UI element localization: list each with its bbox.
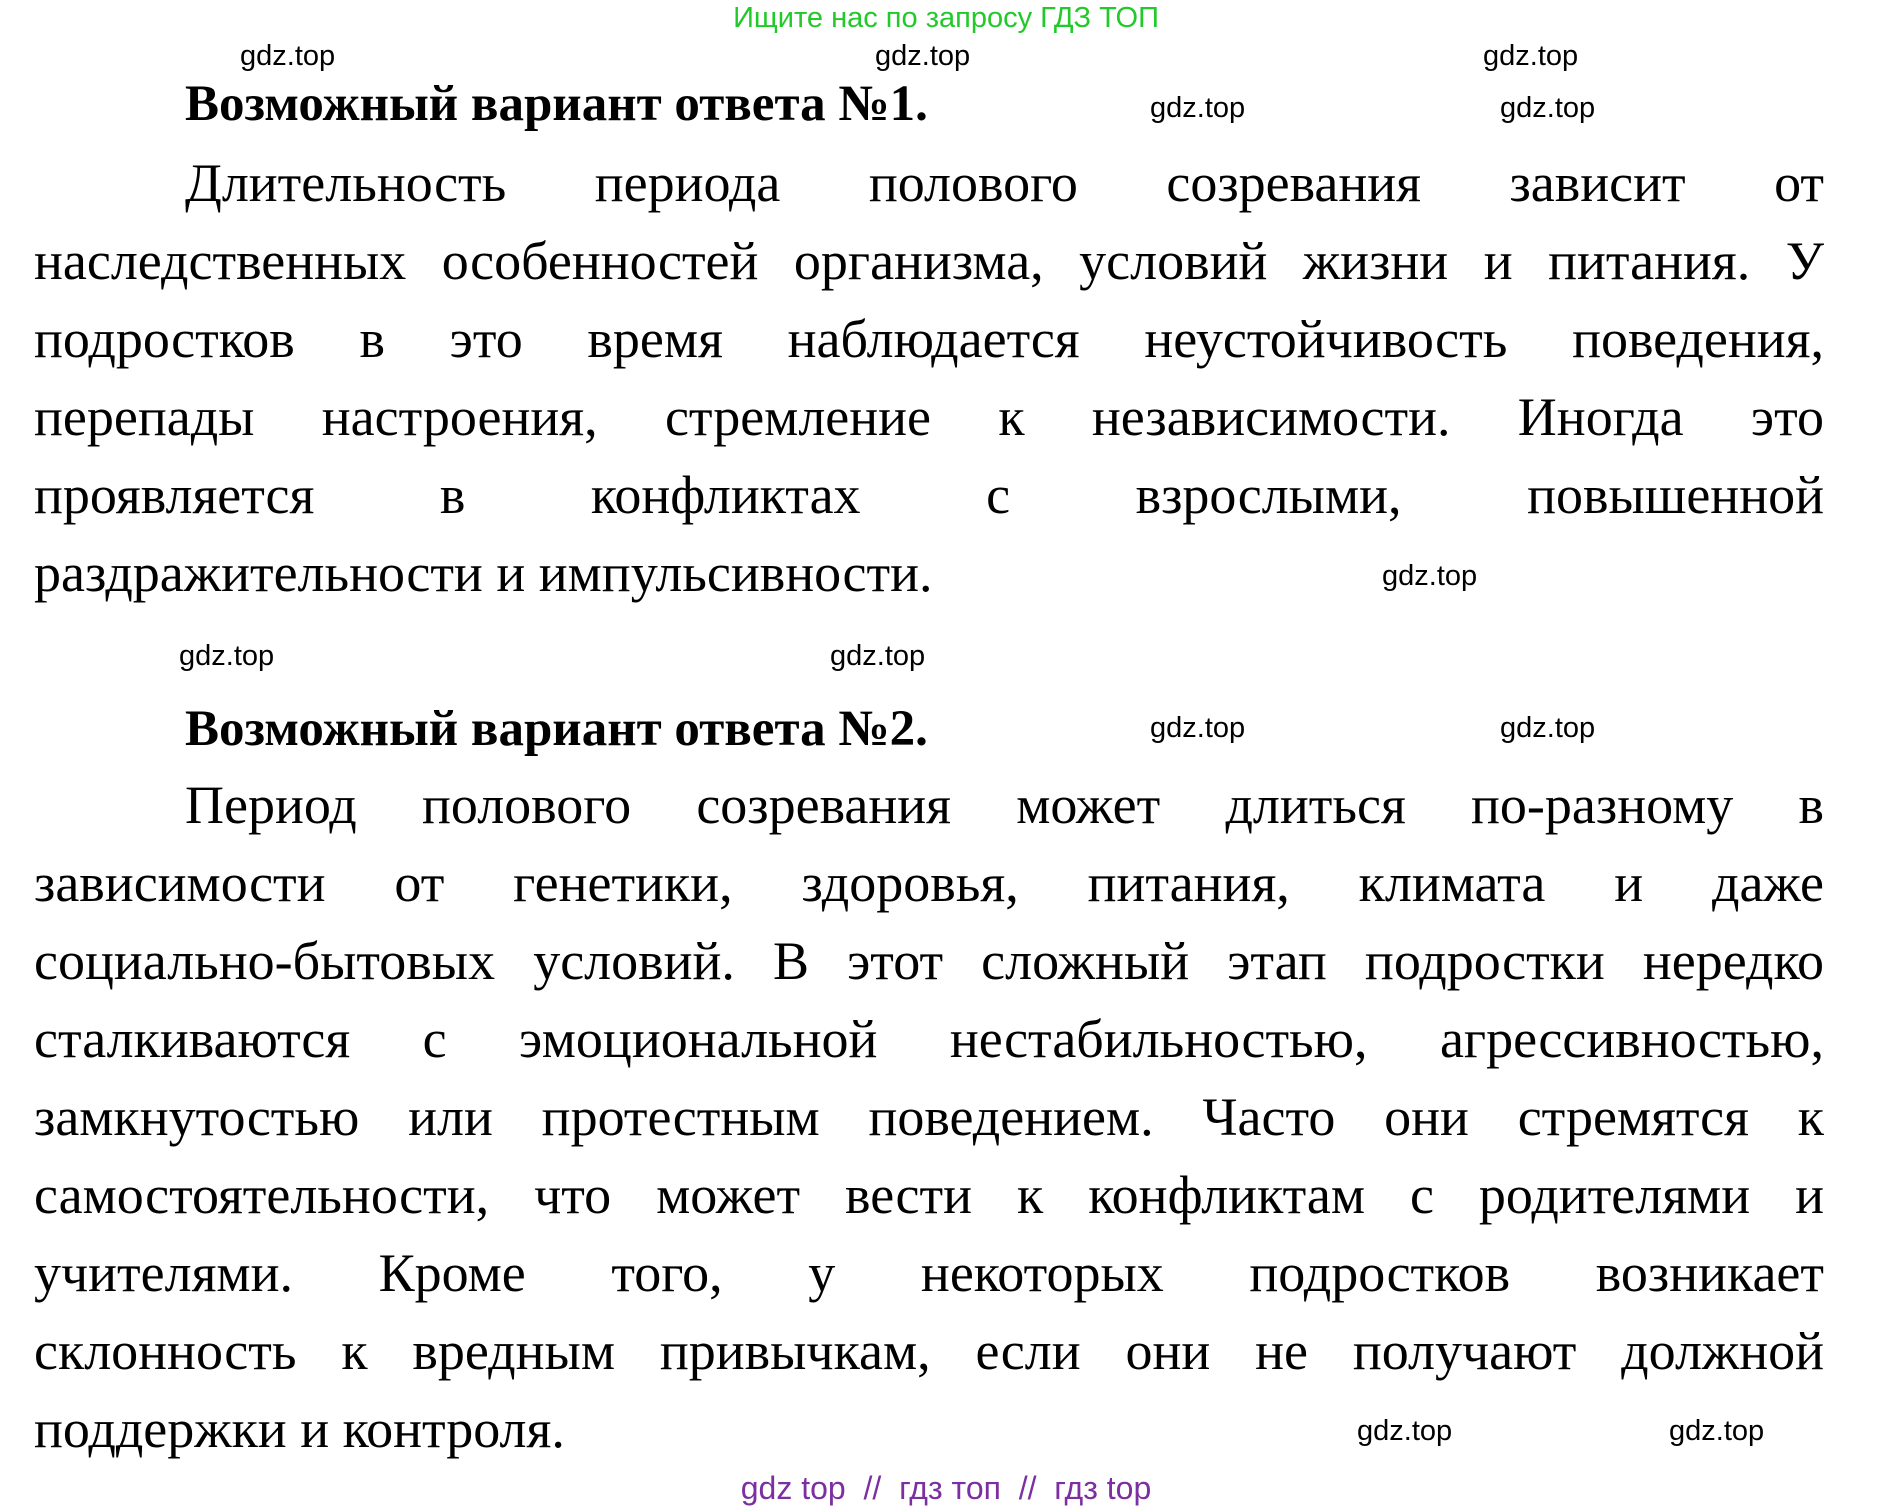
answer-heading-2: Возможный вариант ответа №2. bbox=[185, 701, 928, 757]
text-line: склонность к вредным привычкам, если они не получают должной bbox=[34, 1321, 1824, 1381]
text-line: самостоятельности, что может вести к конфликтам с родителями и bbox=[34, 1165, 1824, 1225]
text-line: наследственных особенностей организма, условий жизни и питания. У bbox=[34, 231, 1824, 291]
text-line: перепады настроения, стремление к независимости. Иногда это bbox=[34, 387, 1824, 447]
watermark: gdz.top bbox=[1500, 92, 1596, 124]
watermark: gdz.top bbox=[1669, 1415, 1765, 1447]
text-line: Длительность периода полового созревания зависит от bbox=[185, 153, 1824, 213]
text-line: социально-бытовых условий. В этот сложный этап подростки нередко bbox=[34, 931, 1824, 991]
text-line: учителями. Кроме того, у некоторых подростков возникает bbox=[34, 1243, 1824, 1303]
text-line: поддержки и контроля. bbox=[34, 1399, 565, 1459]
footer-text: gdz top // гдз топ // гдз top bbox=[740, 1470, 1152, 1506]
watermark: gdz.top bbox=[1382, 560, 1478, 592]
text-line: замкнутостью или протестным поведением. Часто они стремятся к bbox=[34, 1087, 1824, 1147]
watermark: gdz.top bbox=[875, 40, 971, 72]
watermark: gdz.top bbox=[1483, 40, 1579, 72]
text-line: зависимости от генетики, здоровья, питания, климата и даже bbox=[34, 853, 1824, 913]
text-line: Период полового созревания может длиться по-разному в bbox=[185, 775, 1824, 835]
footer-links bbox=[0, 1470, 1892, 1506]
text-line: сталкиваются с эмоциональной нестабильностью, агрессивностью, bbox=[34, 1009, 1824, 1069]
watermark: gdz.top bbox=[1357, 1415, 1453, 1447]
watermark: gdz.top bbox=[1500, 712, 1596, 744]
text-line: раздражительности и импульсивности. bbox=[34, 543, 933, 603]
answer-paragraph-1 bbox=[34, 144, 1824, 612]
answer-heading-1: Возможный вариант ответа №1. bbox=[185, 76, 928, 132]
text-line: проявляется в конфликтах с взрослыми, повышенной bbox=[34, 465, 1824, 525]
watermark: gdz.top bbox=[1150, 92, 1246, 124]
watermark: gdz.top bbox=[240, 40, 336, 72]
watermark: gdz.top bbox=[1150, 712, 1246, 744]
answer-paragraph-2 bbox=[34, 766, 1824, 1468]
watermark: gdz.top bbox=[830, 640, 926, 672]
text-line: подростков в это время наблюдается неустойчивость поведения, bbox=[34, 309, 1824, 369]
search-hint-banner: Ищите нас по запросу ГДЗ ТОП bbox=[733, 2, 1159, 34]
watermark: gdz.top bbox=[179, 640, 275, 672]
